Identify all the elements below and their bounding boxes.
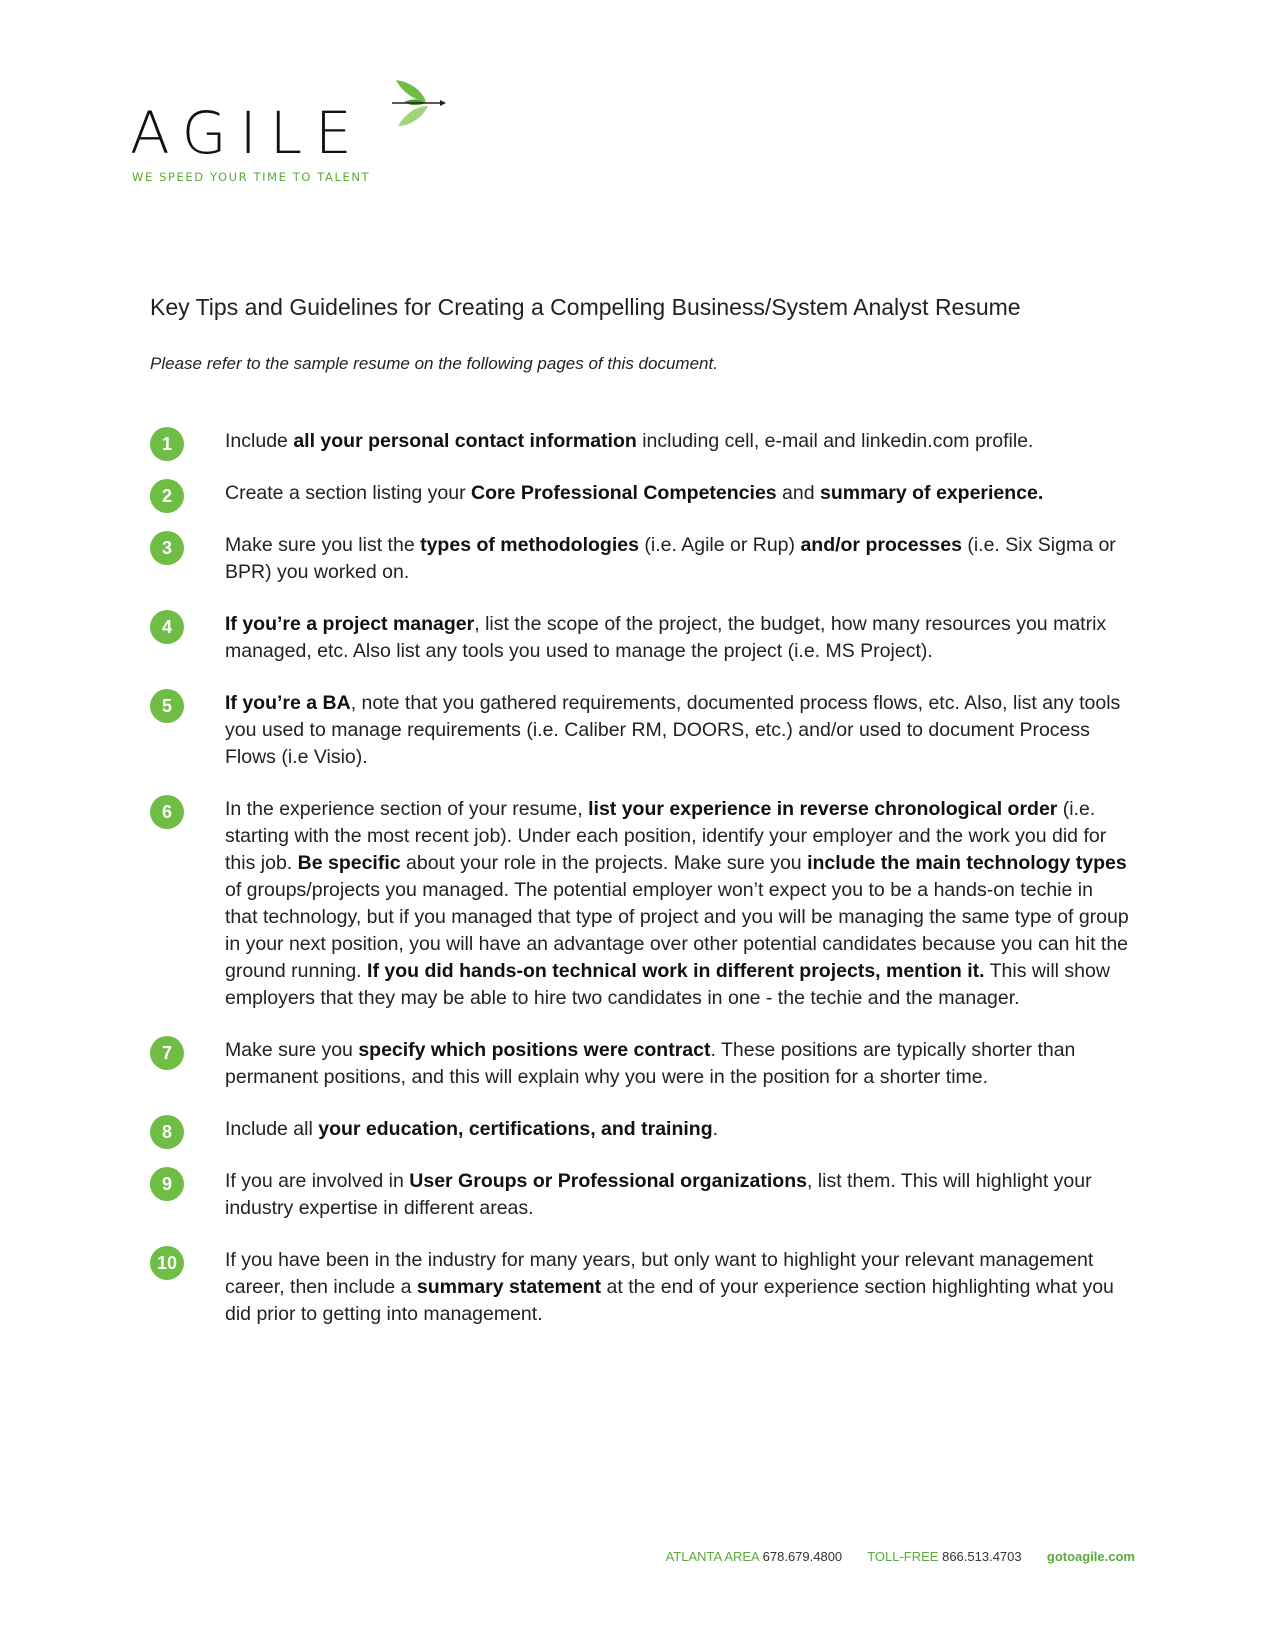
tip-segment: . These positions are typically shorter than permanent positions, and this will explain why you were in the position for a shorter time.: [225, 1039, 1076, 1088]
tip-number-badge: 1: [150, 427, 184, 461]
tip-item: [150, 611, 1130, 665]
tips-list: [150, 428, 1130, 1353]
tip-item: [150, 428, 1130, 455]
tip-item: [150, 1247, 1130, 1328]
tip-item: [150, 532, 1130, 586]
tip-segment: In the experience section of your resume,: [225, 798, 589, 820]
tip-segment: Create a section listing your: [225, 482, 472, 504]
tip-item: [150, 1168, 1130, 1222]
tip-text: [225, 532, 1130, 586]
tip-text: [225, 1168, 1130, 1222]
tip-item: [150, 1037, 1130, 1091]
tip-text: [225, 1116, 1130, 1143]
tip-text: [225, 611, 1130, 665]
atlanta-label: ATLANTA AREA: [665, 1549, 760, 1564]
tip-segment: , list them. This will highlight your industry expertise in different areas.: [225, 1170, 1092, 1219]
tip-emphasis: If you’re a BA: [225, 692, 351, 714]
logo-wordmark: AGILE: [130, 99, 365, 167]
tip-segment: Make sure you list the: [225, 534, 421, 556]
tip-emphasis: your education, certifications, and training: [318, 1118, 713, 1140]
tip-segment: This will show employers that they may be able to hire two candidates in one - the techie and the manager.: [225, 960, 1110, 1009]
tip-number-badge: 9: [150, 1167, 184, 1201]
tip-segment: and: [776, 482, 821, 504]
tip-emphasis: summary statement: [416, 1276, 602, 1298]
tip-emphasis: all your personal contact information: [293, 430, 637, 452]
logo-tagline: WE SPEED YOUR TIME TO TALENT: [132, 170, 371, 184]
tip-text: [225, 796, 1130, 1012]
tip-number-badge: 10: [150, 1246, 184, 1280]
tollfree-phone: 866.513.4703: [942, 1549, 1022, 1564]
contact-footer: [666, 1549, 1135, 1564]
tip-text: [225, 428, 1130, 455]
leaf-arrow-icon: [390, 76, 460, 136]
tip-segment: including cell, e-mail and linkedin.com profile.: [636, 430, 1034, 452]
tip-segment: at the end of your experience section highlighting what you did prior to getting into management.: [225, 1276, 1114, 1325]
tip-item: [150, 690, 1130, 771]
tip-number-badge: 8: [150, 1115, 184, 1149]
page-title: Key Tips and Guidelines for Creating a Compelling Business/System Analyst Resume: [150, 294, 1021, 320]
tip-segment: Include all: [225, 1118, 319, 1140]
tip-item: [150, 796, 1130, 1012]
tollfree-label: TOLL-FREE: [867, 1549, 939, 1564]
tip-emphasis: Be specific: [297, 852, 401, 874]
tip-segment: If you are involved in: [225, 1170, 410, 1192]
tip-segment: (i.e. Six Sigma or BPR) you worked on.: [225, 534, 1116, 583]
tip-segment: (i.e. starting with the most recent job). Under each position, identify your employer and the work you did for this job.: [225, 798, 1107, 874]
tip-segment: If you have been in the industry for many years, but only want to highlight your relevant management career, then include a: [225, 1249, 1094, 1298]
tip-emphasis: Core Professional Competencies: [471, 482, 777, 504]
tip-segment: , list the scope of the project, the budget, how many resources you matrix managed, etc. Also list any tools you used to manage the project (i.e. MS Project).: [225, 613, 1107, 662]
tip-emphasis: types of methodologies: [420, 534, 639, 556]
tip-segment: , note that you gathered requirements, documented process flows, etc. Also, list any tools you used to manage requirements (i.e. Caliber RM, DOORS, etc.) and/or used to document Process Flows (i.e Visio).: [225, 692, 1121, 768]
tip-text: [225, 480, 1130, 507]
tip-emphasis: include the main technology types: [807, 852, 1127, 874]
tip-number-badge: 7: [150, 1036, 184, 1070]
tip-emphasis: specify which positions were contract: [358, 1039, 711, 1061]
tip-text: [225, 690, 1130, 771]
tip-item: [150, 480, 1130, 507]
tip-emphasis: list your experience in reverse chronological order: [588, 798, 1058, 820]
tip-emphasis: summary of experience.: [820, 482, 1044, 504]
tip-number-badge: 4: [150, 610, 184, 644]
tip-number-badge: 2: [150, 479, 184, 513]
tip-segment: .: [712, 1118, 719, 1140]
tip-text: [225, 1037, 1130, 1091]
atlanta-phone: 678.679.4800: [762, 1549, 843, 1564]
tip-number-badge: 6: [150, 795, 184, 829]
tip-emphasis: If you’re a project manager: [225, 613, 475, 635]
agile-logo: [130, 76, 460, 186]
tip-segment: Include: [225, 430, 294, 452]
tip-number-badge: 5: [150, 689, 184, 723]
tip-segment: about your role in the projects. Make sure you: [400, 852, 808, 874]
intro-note: Please refer to the sample resume on the following pages of this document.: [150, 354, 718, 373]
tip-segment: of groups/projects you managed. The potential employer won’t expect you to be a hands-on techie in that technology, but if you managed that type of project and you will be managing the same type of group in your next position, you will have an advantage over other potential candidates because you can hit the ground running.: [225, 879, 1129, 982]
tip-emphasis: User Groups or Professional organizations: [409, 1170, 807, 1192]
tip-emphasis: If you did hands-on technical work in different projects, mention it.: [367, 960, 985, 982]
website-link[interactable]: gotoagile.com: [1046, 1549, 1135, 1564]
tip-emphasis: and/or processes: [800, 534, 962, 556]
tip-number-badge: 3: [150, 531, 184, 565]
tip-text: [225, 1247, 1130, 1328]
tip-item: [150, 1116, 1130, 1143]
tip-segment: (i.e. Agile or Rup): [638, 534, 801, 556]
tip-segment: Make sure you: [225, 1039, 359, 1061]
